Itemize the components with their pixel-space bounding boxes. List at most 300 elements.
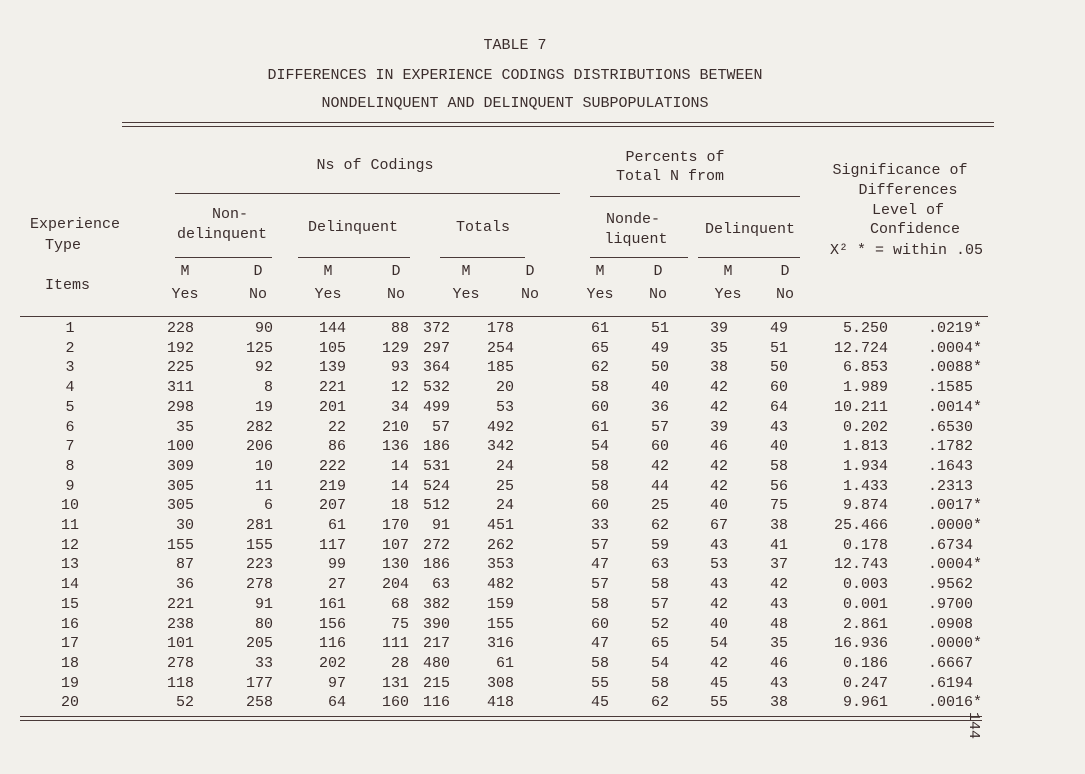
header-yes: Yes: [452, 286, 480, 303]
cell-d-m: 105: [318, 339, 346, 357]
cell-t-d: 451: [486, 517, 514, 534]
cell-item: 1: [65, 320, 75, 337]
cell-chi: 0.003: [842, 576, 888, 594]
cell-t-d: 262: [486, 536, 514, 554]
cell-nd-d: 177: [245, 674, 273, 692]
cell-p-d-d: 43: [769, 418, 788, 436]
cell-conf: .6667: [928, 654, 974, 672]
cell-nd-m: 225: [166, 359, 194, 377]
cell-p-d-m: 42: [709, 654, 728, 672]
cell-d-d: 130: [381, 556, 409, 574]
cell-p-nd-d: 51: [650, 320, 669, 337]
cell-p-d-d: 60: [769, 379, 788, 397]
header-nondelinquent-2: delinquent: [176, 226, 268, 243]
cell-t-m: 499: [422, 398, 450, 416]
cell-t-d: 492: [486, 418, 514, 436]
cell-chi: 0.202: [842, 418, 888, 436]
cell-d-d: 160: [381, 694, 409, 712]
cell-p-nd-d: 36: [650, 398, 669, 416]
cell-p-d-m: 40: [709, 615, 728, 633]
cell-nd-m: 305: [166, 477, 194, 495]
cell-nd-m: 278: [166, 654, 194, 672]
cell-t-m: 215: [422, 674, 450, 692]
cell-nd-d: 281: [245, 517, 273, 534]
cell-p-d-m: 39: [709, 418, 728, 436]
cell-p-d-m: 67: [709, 517, 728, 534]
cell-item: 19: [60, 674, 80, 692]
cell-d-m: 117: [318, 536, 346, 554]
cell-p-nd-d: 52: [650, 615, 669, 633]
cell-d-d: 75: [390, 615, 409, 633]
cell-p-nd-d: 58: [650, 576, 669, 594]
cell-d-d: 107: [381, 536, 409, 554]
cell-item: 12: [60, 536, 80, 554]
header-d: D: [525, 263, 535, 280]
header-items: Items: [45, 277, 91, 294]
page-number: 144: [965, 712, 982, 740]
header-m: M: [323, 263, 333, 280]
cell-d-m: 139: [318, 359, 346, 377]
rule-del: [298, 257, 410, 258]
cell-chi: 12.743: [833, 556, 888, 574]
cell-item: 14: [60, 576, 80, 594]
cell-p-d-m: 42: [709, 595, 728, 613]
cell-p-d-d: 41: [769, 536, 788, 554]
table-label: TABLE 7: [483, 37, 547, 54]
header-percents-2: Total N from: [615, 168, 725, 185]
cell-p-d-d: 58: [769, 457, 788, 475]
cell-conf: .1782: [928, 438, 974, 456]
cell-t-m: 217: [422, 635, 450, 653]
cell-item: 17: [60, 635, 80, 653]
header-no: No: [775, 286, 795, 303]
header-d: D: [253, 263, 263, 280]
cell-conf: .6194: [928, 674, 974, 692]
cell-chi: 0.001: [842, 595, 888, 613]
cell-nd-m: 309: [166, 457, 194, 475]
table-title-line1: DIFFERENCES IN EXPERIENCE CODINGS DISTRIBUTIONS BETWEEN: [267, 67, 763, 84]
cell-p-nd-d: 62: [650, 694, 669, 712]
cell-item: 2: [65, 339, 75, 357]
cell-p-nd-d: 49: [650, 339, 669, 357]
cell-d-d: 204: [381, 576, 409, 594]
header-ns-of-codings: Ns of Codings: [316, 157, 434, 174]
cell-p-nd-d: 60: [650, 438, 669, 456]
cell-nd-m: 100: [166, 438, 194, 456]
cell-t-d: 342: [486, 438, 514, 456]
cell-d-d: 210: [381, 418, 409, 436]
cell-p-d-d: 38: [769, 694, 788, 712]
cell-conf: .0088*: [928, 359, 983, 377]
cell-conf: .0000*: [928, 517, 983, 534]
cell-p-nd-d: 50: [650, 359, 669, 377]
cell-nd-d: 10: [254, 457, 273, 475]
cell-t-d: 24: [495, 457, 514, 475]
cell-item: 7: [65, 438, 75, 456]
header-sig-1: Significance of: [832, 162, 968, 179]
cell-p-d-m: 40: [709, 497, 728, 515]
cell-d-d: 170: [381, 517, 409, 534]
cell-nd-d: 19: [254, 398, 273, 416]
cell-nd-m: 30: [175, 517, 194, 534]
cell-conf: .0004*: [928, 339, 983, 357]
cell-chi: 6.853: [842, 359, 888, 377]
cell-conf: .0000*: [928, 635, 983, 653]
cell-t-m: 480: [422, 654, 450, 672]
cell-d-m: 161: [318, 595, 346, 613]
cell-nd-m: 87: [175, 556, 194, 574]
cell-item: 13: [60, 556, 80, 574]
cell-chi: 25.466: [833, 517, 888, 534]
cell-p-nd-m: 55: [590, 674, 609, 692]
cell-chi: 0.178: [842, 536, 888, 554]
cell-d-m: 207: [318, 497, 346, 515]
cell-p-d-d: 35: [769, 635, 788, 653]
cell-nd-d: 155: [245, 536, 273, 554]
cell-conf: .0016*: [928, 694, 983, 712]
cell-nd-d: 223: [245, 556, 273, 574]
cell-p-d-m: 42: [709, 457, 728, 475]
cell-nd-d: 80: [254, 615, 273, 633]
cell-t-d: 482: [486, 576, 514, 594]
table-title-line2: NONDELINQUENT AND DELINQUENT SUBPOPULATIONS: [321, 95, 709, 112]
cell-p-d-m: 43: [709, 576, 728, 594]
cell-nd-d: 33: [254, 654, 273, 672]
header-sig-3: Level of: [871, 202, 945, 219]
cell-d-m: 64: [327, 694, 346, 712]
cell-chi: 2.861: [842, 615, 888, 633]
cell-nd-m: 155: [166, 536, 194, 554]
cell-conf: .0908: [928, 615, 974, 633]
cell-t-m: 512: [422, 497, 450, 515]
cell-t-m: 531: [422, 457, 450, 475]
cell-p-nd-d: 65: [650, 635, 669, 653]
cell-conf: .6734: [928, 536, 974, 554]
cell-p-nd-d: 63: [650, 556, 669, 574]
cell-nd-m: 35: [175, 418, 194, 436]
cell-p-nd-d: 44: [650, 477, 669, 495]
cell-nd-m: 52: [175, 694, 194, 712]
cell-t-m: 532: [422, 379, 450, 397]
cell-nd-m: 36: [175, 576, 194, 594]
cell-t-d: 159: [486, 595, 514, 613]
cell-d-m: 61: [327, 517, 346, 534]
cell-p-nd-d: 57: [650, 595, 669, 613]
cell-t-d: 25: [495, 477, 514, 495]
cell-chi: 10.211: [833, 398, 888, 416]
cell-t-m: 186: [422, 556, 450, 574]
cell-conf: .6530: [928, 418, 974, 436]
cell-d-d: 34: [390, 398, 409, 416]
cell-t-m: 372: [422, 320, 450, 337]
cell-d-d: 18: [390, 497, 409, 515]
cell-item: 20: [60, 694, 80, 712]
cell-p-d-d: 50: [769, 359, 788, 377]
cell-d-m: 22: [327, 418, 346, 436]
sig-note: * = within .05: [857, 242, 984, 259]
cell-t-m: 272: [422, 536, 450, 554]
header-nondelinquent-1: Non-: [211, 206, 249, 223]
cell-nd-m: 311: [166, 379, 194, 397]
header-no: No: [248, 286, 268, 303]
rule-pct-del: [698, 257, 800, 258]
cell-conf: .2313: [928, 477, 974, 495]
cell-p-nd-d: 42: [650, 457, 669, 475]
cell-item: 3: [65, 359, 75, 377]
cell-nd-d: 258: [245, 694, 273, 712]
cell-item: 5: [65, 398, 75, 416]
cell-t-m: 390: [422, 615, 450, 633]
header-percents-1: Percents of: [625, 149, 725, 166]
header-no: No: [386, 286, 406, 303]
header-type: Type: [45, 237, 82, 254]
header-sig-5: [830, 242, 983, 260]
cell-chi: 1.989: [842, 379, 888, 397]
cell-p-d-d: 56: [769, 477, 788, 495]
cell-p-d-m: 39: [709, 320, 728, 337]
cell-p-nd-m: 33: [590, 517, 609, 534]
cell-p-d-d: 43: [769, 674, 788, 692]
cell-p-nd-m: 61: [590, 418, 609, 436]
header-delinquent: Delinquent: [307, 219, 399, 236]
cell-p-nd-m: 58: [590, 457, 609, 475]
cell-chi: 12.724: [833, 339, 888, 357]
cell-item: 8: [65, 457, 75, 475]
rule-ns: [175, 193, 560, 194]
header-no: No: [648, 286, 668, 303]
header-sig-4: Confidence: [869, 221, 961, 238]
cell-t-d: 185: [486, 359, 514, 377]
cell-chi: 0.186: [842, 654, 888, 672]
cell-p-d-d: 48: [769, 615, 788, 633]
header-d: D: [780, 263, 790, 280]
cell-t-m: 524: [422, 477, 450, 495]
rule-totals: [440, 257, 525, 258]
cell-t-m: 116: [422, 694, 450, 712]
cell-p-d-m: 38: [709, 359, 728, 377]
cell-t-d: 24: [495, 497, 514, 515]
cell-p-nd-d: 40: [650, 379, 669, 397]
header-m: M: [595, 263, 605, 280]
header-m: M: [180, 263, 190, 280]
cell-p-d-d: 43: [769, 595, 788, 613]
cell-t-m: 297: [422, 339, 450, 357]
cell-d-d: 14: [390, 477, 409, 495]
cell-t-d: 155: [486, 615, 514, 633]
cell-conf: .1643: [928, 457, 974, 475]
cell-d-m: 144: [318, 320, 346, 337]
cell-chi: 5.250: [842, 320, 888, 337]
cell-conf: .0004*: [928, 556, 983, 574]
header-pct-nondel-2: liquent: [604, 231, 668, 248]
cell-d-m: 156: [318, 615, 346, 633]
cell-t-m: 91: [431, 517, 450, 534]
cell-p-nd-m: 54: [590, 438, 609, 456]
cell-nd-d: 92: [254, 359, 273, 377]
cell-t-d: 418: [486, 694, 514, 712]
cell-p-nd-m: 60: [590, 615, 609, 633]
cell-d-m: 202: [318, 654, 346, 672]
cell-d-d: 68: [390, 595, 409, 613]
cell-d-d: 88: [390, 320, 409, 337]
cell-t-m: 63: [431, 576, 450, 594]
cell-nd-m: 101: [166, 635, 194, 653]
cell-p-d-m: 42: [709, 379, 728, 397]
cell-t-d: 20: [495, 379, 514, 397]
cell-p-d-d: 46: [769, 654, 788, 672]
cell-p-nd-m: 47: [590, 635, 609, 653]
cell-p-nd-m: 61: [590, 320, 609, 337]
cell-nd-d: 91: [254, 595, 273, 613]
cell-nd-d: 206: [245, 438, 273, 456]
cell-p-d-m: 45: [709, 674, 728, 692]
cell-p-nd-d: 58: [650, 674, 669, 692]
header-d: D: [653, 263, 663, 280]
cell-nd-d: 90: [254, 320, 273, 337]
cell-d-d: 93: [390, 359, 409, 377]
rule-percents: [590, 196, 800, 197]
cell-nd-m: 221: [166, 595, 194, 613]
cell-d-m: 86: [327, 438, 346, 456]
header-totals: Totals: [455, 219, 511, 236]
cell-p-d-d: 64: [769, 398, 788, 416]
top-double-rule: [122, 122, 994, 127]
cell-p-d-m: 53: [709, 556, 728, 574]
cell-nd-m: 192: [166, 339, 194, 357]
cell-d-d: 14: [390, 457, 409, 475]
cell-p-d-d: 42: [769, 576, 788, 594]
cell-d-m: 219: [318, 477, 346, 495]
cell-p-nd-m: 57: [590, 536, 609, 554]
header-pct-del: Delinquent: [704, 221, 796, 238]
cell-p-nd-d: 54: [650, 654, 669, 672]
bottom-double-rule: [20, 716, 982, 721]
cell-d-m: 201: [318, 398, 346, 416]
header-m: M: [461, 263, 471, 280]
cell-nd-m: 305: [166, 497, 194, 515]
cell-t-d: 353: [486, 556, 514, 574]
cell-p-d-d: 49: [769, 320, 788, 337]
cell-chi: 1.433: [842, 477, 888, 495]
cell-nd-d: 8: [263, 379, 273, 397]
header-yes: Yes: [171, 286, 199, 303]
cell-p-nd-m: 47: [590, 556, 609, 574]
header-sig-2: Differences: [858, 182, 958, 199]
chi-square-symbol: X²: [830, 242, 849, 259]
header-d: D: [391, 263, 401, 280]
cell-chi: 9.961: [842, 694, 888, 712]
cell-d-d: 131: [381, 674, 409, 692]
cell-p-d-d: 51: [769, 339, 788, 357]
cell-p-nd-d: 62: [650, 517, 669, 534]
cell-nd-d: 11: [254, 477, 273, 495]
cell-item: 15: [60, 595, 80, 613]
cell-p-nd-m: 57: [590, 576, 609, 594]
cell-t-d: 178: [486, 320, 514, 337]
cell-p-nd-m: 60: [590, 497, 609, 515]
cell-t-d: 61: [495, 654, 514, 672]
cell-conf: .0219*: [928, 320, 983, 337]
cell-p-nd-m: 60: [590, 398, 609, 416]
cell-p-d-d: 40: [769, 438, 788, 456]
cell-p-d-m: 42: [709, 477, 728, 495]
cell-d-m: 27: [327, 576, 346, 594]
cell-t-d: 316: [486, 635, 514, 653]
cell-item: 6: [65, 418, 75, 436]
cell-p-nd-m: 62: [590, 359, 609, 377]
cell-chi: 0.247: [842, 674, 888, 692]
cell-t-m: 186: [422, 438, 450, 456]
cell-t-m: 57: [431, 418, 450, 436]
header-yes: Yes: [314, 286, 342, 303]
cell-nd-d: 125: [245, 339, 273, 357]
rule-nondel: [175, 257, 272, 258]
cell-nd-d: 282: [245, 418, 273, 436]
cell-nd-m: 228: [166, 320, 194, 337]
cell-d-m: 221: [318, 379, 346, 397]
cell-d-d: 12: [390, 379, 409, 397]
cell-d-d: 136: [381, 438, 409, 456]
cell-d-d: 28: [390, 654, 409, 672]
cell-d-d: 111: [381, 635, 409, 653]
cell-item: 18: [60, 654, 80, 672]
cell-conf: .9562: [928, 576, 974, 594]
cell-nd-m: 298: [166, 398, 194, 416]
cell-t-d: 53: [495, 398, 514, 416]
cell-item: 10: [60, 497, 80, 515]
cell-p-d-m: 54: [709, 635, 728, 653]
cell-d-m: 99: [327, 556, 346, 574]
cell-p-nd-m: 45: [590, 694, 609, 712]
cell-chi: 16.936: [833, 635, 888, 653]
cell-p-d-m: 35: [709, 339, 728, 357]
cell-d-m: 116: [318, 635, 346, 653]
cell-p-nd-d: 57: [650, 418, 669, 436]
cell-nd-d: 205: [245, 635, 273, 653]
cell-p-d-d: 75: [769, 497, 788, 515]
cell-p-d-m: 55: [709, 694, 728, 712]
cell-p-d-m: 43: [709, 536, 728, 554]
rule-pct-nondel: [590, 257, 688, 258]
header-yes: Yes: [714, 286, 742, 303]
cell-t-m: 364: [422, 359, 450, 377]
cell-p-nd-m: 58: [590, 379, 609, 397]
cell-p-d-d: 37: [769, 556, 788, 574]
cell-d-m: 222: [318, 457, 346, 475]
cell-chi: 1.813: [842, 438, 888, 456]
cell-item: 9: [65, 477, 75, 495]
header-no: No: [520, 286, 540, 303]
cell-p-nd-m: 58: [590, 477, 609, 495]
cell-conf: .9700: [928, 595, 974, 613]
cell-nd-m: 238: [166, 615, 194, 633]
cell-nd-d: 278: [245, 576, 273, 594]
cell-p-d-d: 38: [769, 517, 788, 534]
cell-p-d-m: 46: [709, 438, 728, 456]
cell-t-d: 254: [486, 339, 514, 357]
cell-p-nd-m: 58: [590, 654, 609, 672]
cell-p-nd-d: 59: [650, 536, 669, 554]
cell-t-d: 308: [486, 674, 514, 692]
cell-conf: .0014*: [928, 398, 983, 416]
cell-nd-d: 6: [263, 497, 273, 515]
cell-conf: .0017*: [928, 497, 983, 515]
header-pct-nondel-1: Nonde-: [605, 211, 661, 228]
header-bottom-rule: [20, 316, 988, 317]
cell-p-nd-m: 65: [590, 339, 609, 357]
cell-chi: 1.934: [842, 457, 888, 475]
cell-item: 16: [60, 615, 80, 633]
